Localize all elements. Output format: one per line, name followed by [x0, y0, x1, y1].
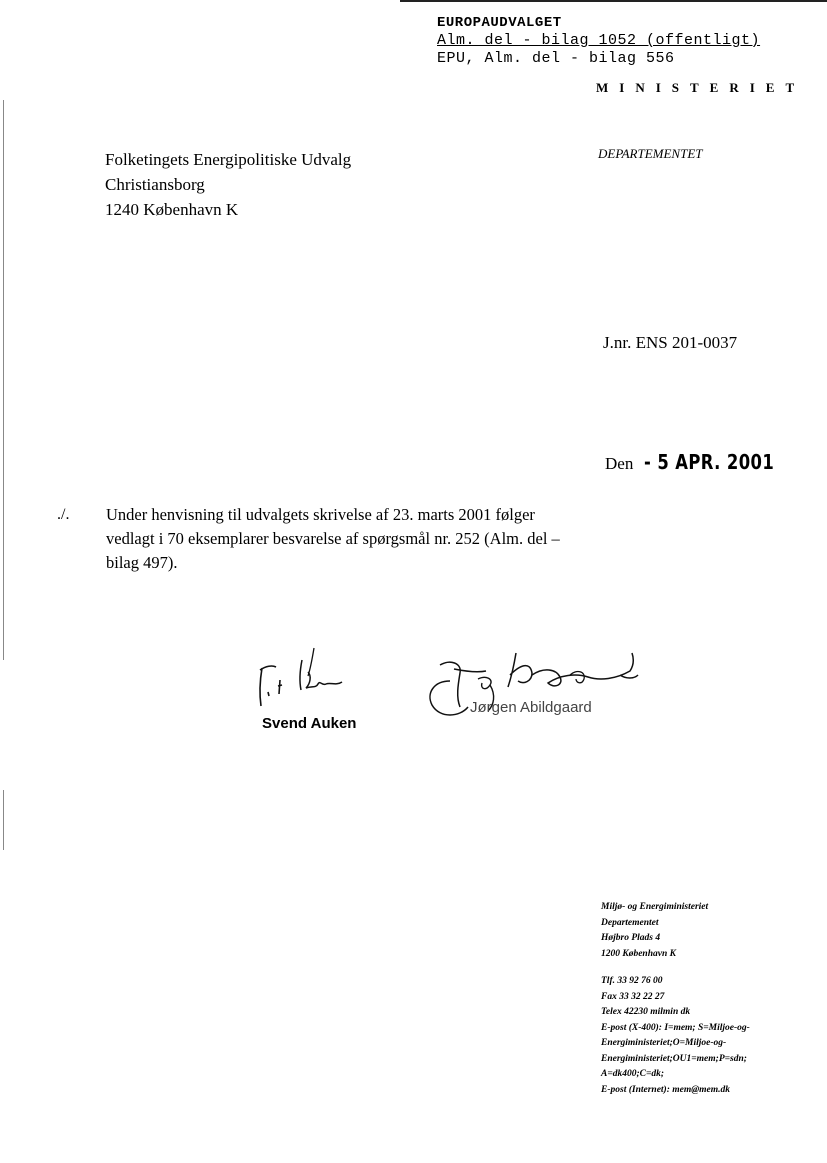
- letter-body: Under henvisning til udvalgets skrivelse af 23. marts 2001 følger vedlagt i 70 eksemplarer besvarelse af spørgsmål nr. 252 (Alm. del – bilag 497).: [106, 505, 560, 572]
- recipient-line: Folketingets Energipolitiske Udvalg: [105, 150, 352, 169]
- footer-line: E-post (X-400): I=mem; S=Miljoe-og-: [601, 1022, 750, 1033]
- stamp-committee: EUROPAUDVALGET: [437, 15, 562, 31]
- letterhead-department: DEPARTEMENTET: [598, 146, 703, 161]
- date-prefix: Den: [605, 454, 634, 473]
- recipient-line: Christiansborg: [105, 175, 205, 194]
- stamp-epu-reference: EPU, Alm. del - bilag 556: [437, 50, 675, 67]
- letter-date: [605, 450, 802, 474]
- footer-contact: [601, 974, 750, 1098]
- footer-line: Tlf. 33 92 76 00: [601, 976, 663, 986]
- journal-number: J.nr. ENS 201-0037: [603, 333, 738, 352]
- footer-line: Fax 33 32 22 27: [601, 991, 665, 1002]
- footer-line: A=dk400;C=dk;: [601, 1069, 665, 1079]
- footer-line: Telex 42230 milmin dk: [601, 1007, 691, 1017]
- letterhead-ministry: MINISTERIET: [596, 80, 806, 95]
- archive-stamp: [437, 14, 760, 68]
- footer-line: Energiministeriet;OU1=mem;P=sdn;: [601, 1053, 747, 1064]
- recipient-address: [105, 147, 351, 222]
- date-stamp: - 5 APR. 2001: [643, 450, 774, 474]
- footer-line: Miljø- og Energiministeriet: [601, 902, 709, 912]
- footer-line: Departementet: [601, 917, 659, 928]
- footer-line: Højbro Plads 4: [601, 933, 661, 943]
- footer-line: Energiministeriet;O=Miljoe-og-: [601, 1038, 727, 1048]
- enclosure-mark: ./.: [57, 506, 70, 523]
- ministry-footer: [601, 900, 750, 1098]
- signatory-name-1: Svend Auken: [262, 715, 357, 732]
- signature-svend-auken: [250, 640, 370, 715]
- signatory-name-2: Jørgen Abildgaard: [470, 699, 592, 716]
- scan-margin-mark: [3, 100, 4, 660]
- footer-line: 1200 København K: [601, 948, 676, 959]
- stamp-reference: Alm. del - bilag 1052 (offentligt): [437, 32, 761, 49]
- footer-line: E-post (Internet): mem@mem.dk: [601, 1084, 731, 1095]
- scan-top-border: [400, 0, 827, 2]
- footer-address: [601, 900, 750, 962]
- scan-margin-mark: [3, 790, 4, 850]
- recipient-line: 1240 København K: [105, 200, 239, 219]
